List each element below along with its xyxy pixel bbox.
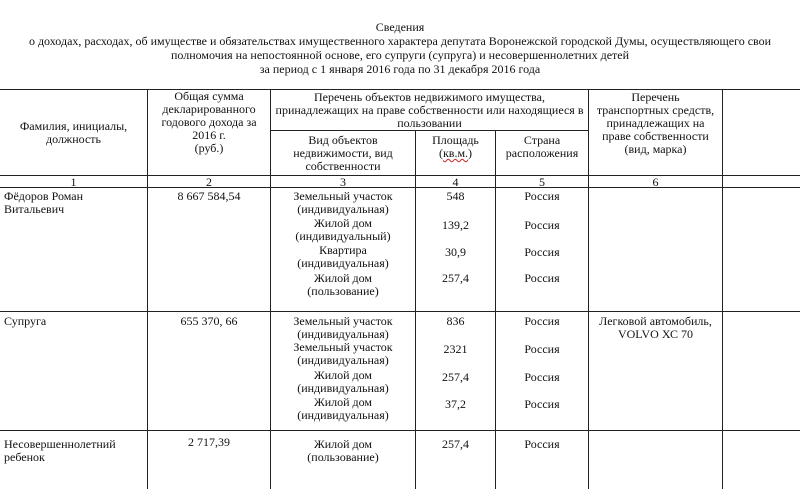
property-type: Жилой дом (индивидуальная) xyxy=(297,395,389,422)
property-country: Россия xyxy=(524,314,560,328)
property-type: Жилой дом (индивидуальный) xyxy=(295,216,391,243)
property-country: Россия xyxy=(524,437,560,451)
property-country: Россия xyxy=(524,218,560,232)
column-number: 4 xyxy=(452,175,459,189)
property-area: 257,4 xyxy=(442,271,469,285)
column-header-area: Площадь (кв.м.) xyxy=(432,133,479,160)
document-subtitle-line-1: о доходах, расходах, об имуществе и обязательствах имущественного характера депутата Воронежской городской Думы, осуществляющего свои xyxy=(28,34,772,48)
column-header-vehicles: Перечень транспортных средств, принадлежащих на праве собственности (вид, марка) xyxy=(596,90,715,156)
person-name: Несовершеннолетний ребенок xyxy=(4,437,116,464)
property-type: Земельный участок (индивидуальная) xyxy=(293,340,393,367)
property-country: Россия xyxy=(524,342,560,356)
property-type: Земельный участок (индивидуальная) xyxy=(293,189,393,216)
document-subtitle-line-2: полномочия на непостоянной основе, его супруги (супруга) и несовершеннолетних детей xyxy=(170,48,630,62)
property-type: Земельный участок (индивидуальная) xyxy=(293,314,393,341)
vehicle-list: Легковой автомобиль, VOLVO ХС 70 xyxy=(599,314,712,341)
column-header-country: Страна расположения xyxy=(505,133,579,160)
property-type: Квартира (индивидуальная) xyxy=(297,243,389,270)
property-country: Россия xyxy=(524,397,560,411)
table-subheader-line xyxy=(270,130,588,131)
table-column-line xyxy=(722,89,723,489)
column-number: 1 xyxy=(70,175,77,189)
table-row-separator xyxy=(0,430,800,431)
column-number: 3 xyxy=(340,175,346,189)
property-area: 836 xyxy=(446,314,465,328)
property-type: Жилой дом (пользование) xyxy=(307,271,379,298)
document-period: за период с 1 января 2016 года по 31 декабря 2016 года xyxy=(259,62,541,76)
property-country: Россия xyxy=(524,245,560,259)
column-header-name: Фамилия, инициалы, должность xyxy=(19,119,128,146)
spellcheck-underlined-unit: кв.м. xyxy=(442,146,469,160)
column-number: 6 xyxy=(652,175,659,189)
property-country: Россия xyxy=(524,189,560,203)
property-area: 139,2 xyxy=(442,218,469,232)
property-country: Россия xyxy=(524,370,560,384)
property-country: Россия xyxy=(524,271,560,285)
column-header-property-group: Перечень объектов недвижимого имущества, принадлежащих на праве собственности или находящиеся в пользовании xyxy=(275,90,584,130)
property-area: 37,2 xyxy=(445,397,466,411)
document-title: Сведения xyxy=(375,20,425,34)
person-name: Фёдоров Роман Витальевич xyxy=(4,189,83,216)
column-header-income: Общая сумма декларированного годового дохода за 2016 г. (руб.) xyxy=(161,89,257,155)
property-type: Жилой дом (пользование) xyxy=(307,437,379,464)
property-area: 257,4 xyxy=(442,370,469,384)
declared-income: 2 717,39 xyxy=(188,435,230,449)
document-header xyxy=(0,20,800,76)
column-header-property-type: Вид объектов недвижимости, вид собственности xyxy=(293,133,393,173)
declared-income: 8 667 584,54 xyxy=(177,189,241,203)
table-row-separator xyxy=(0,311,800,312)
property-type: Жилой дом (индивидуальная) xyxy=(297,368,389,395)
property-area: 548 xyxy=(446,189,465,203)
property-area: 2321 xyxy=(443,342,468,356)
property-area: 257,4 xyxy=(442,437,469,451)
property-area: 30,9 xyxy=(445,245,466,259)
column-number: 5 xyxy=(539,175,545,189)
column-number: 2 xyxy=(206,175,212,189)
declared-income: 655 370, 66 xyxy=(180,314,238,328)
person-name: Супруга xyxy=(4,314,47,328)
